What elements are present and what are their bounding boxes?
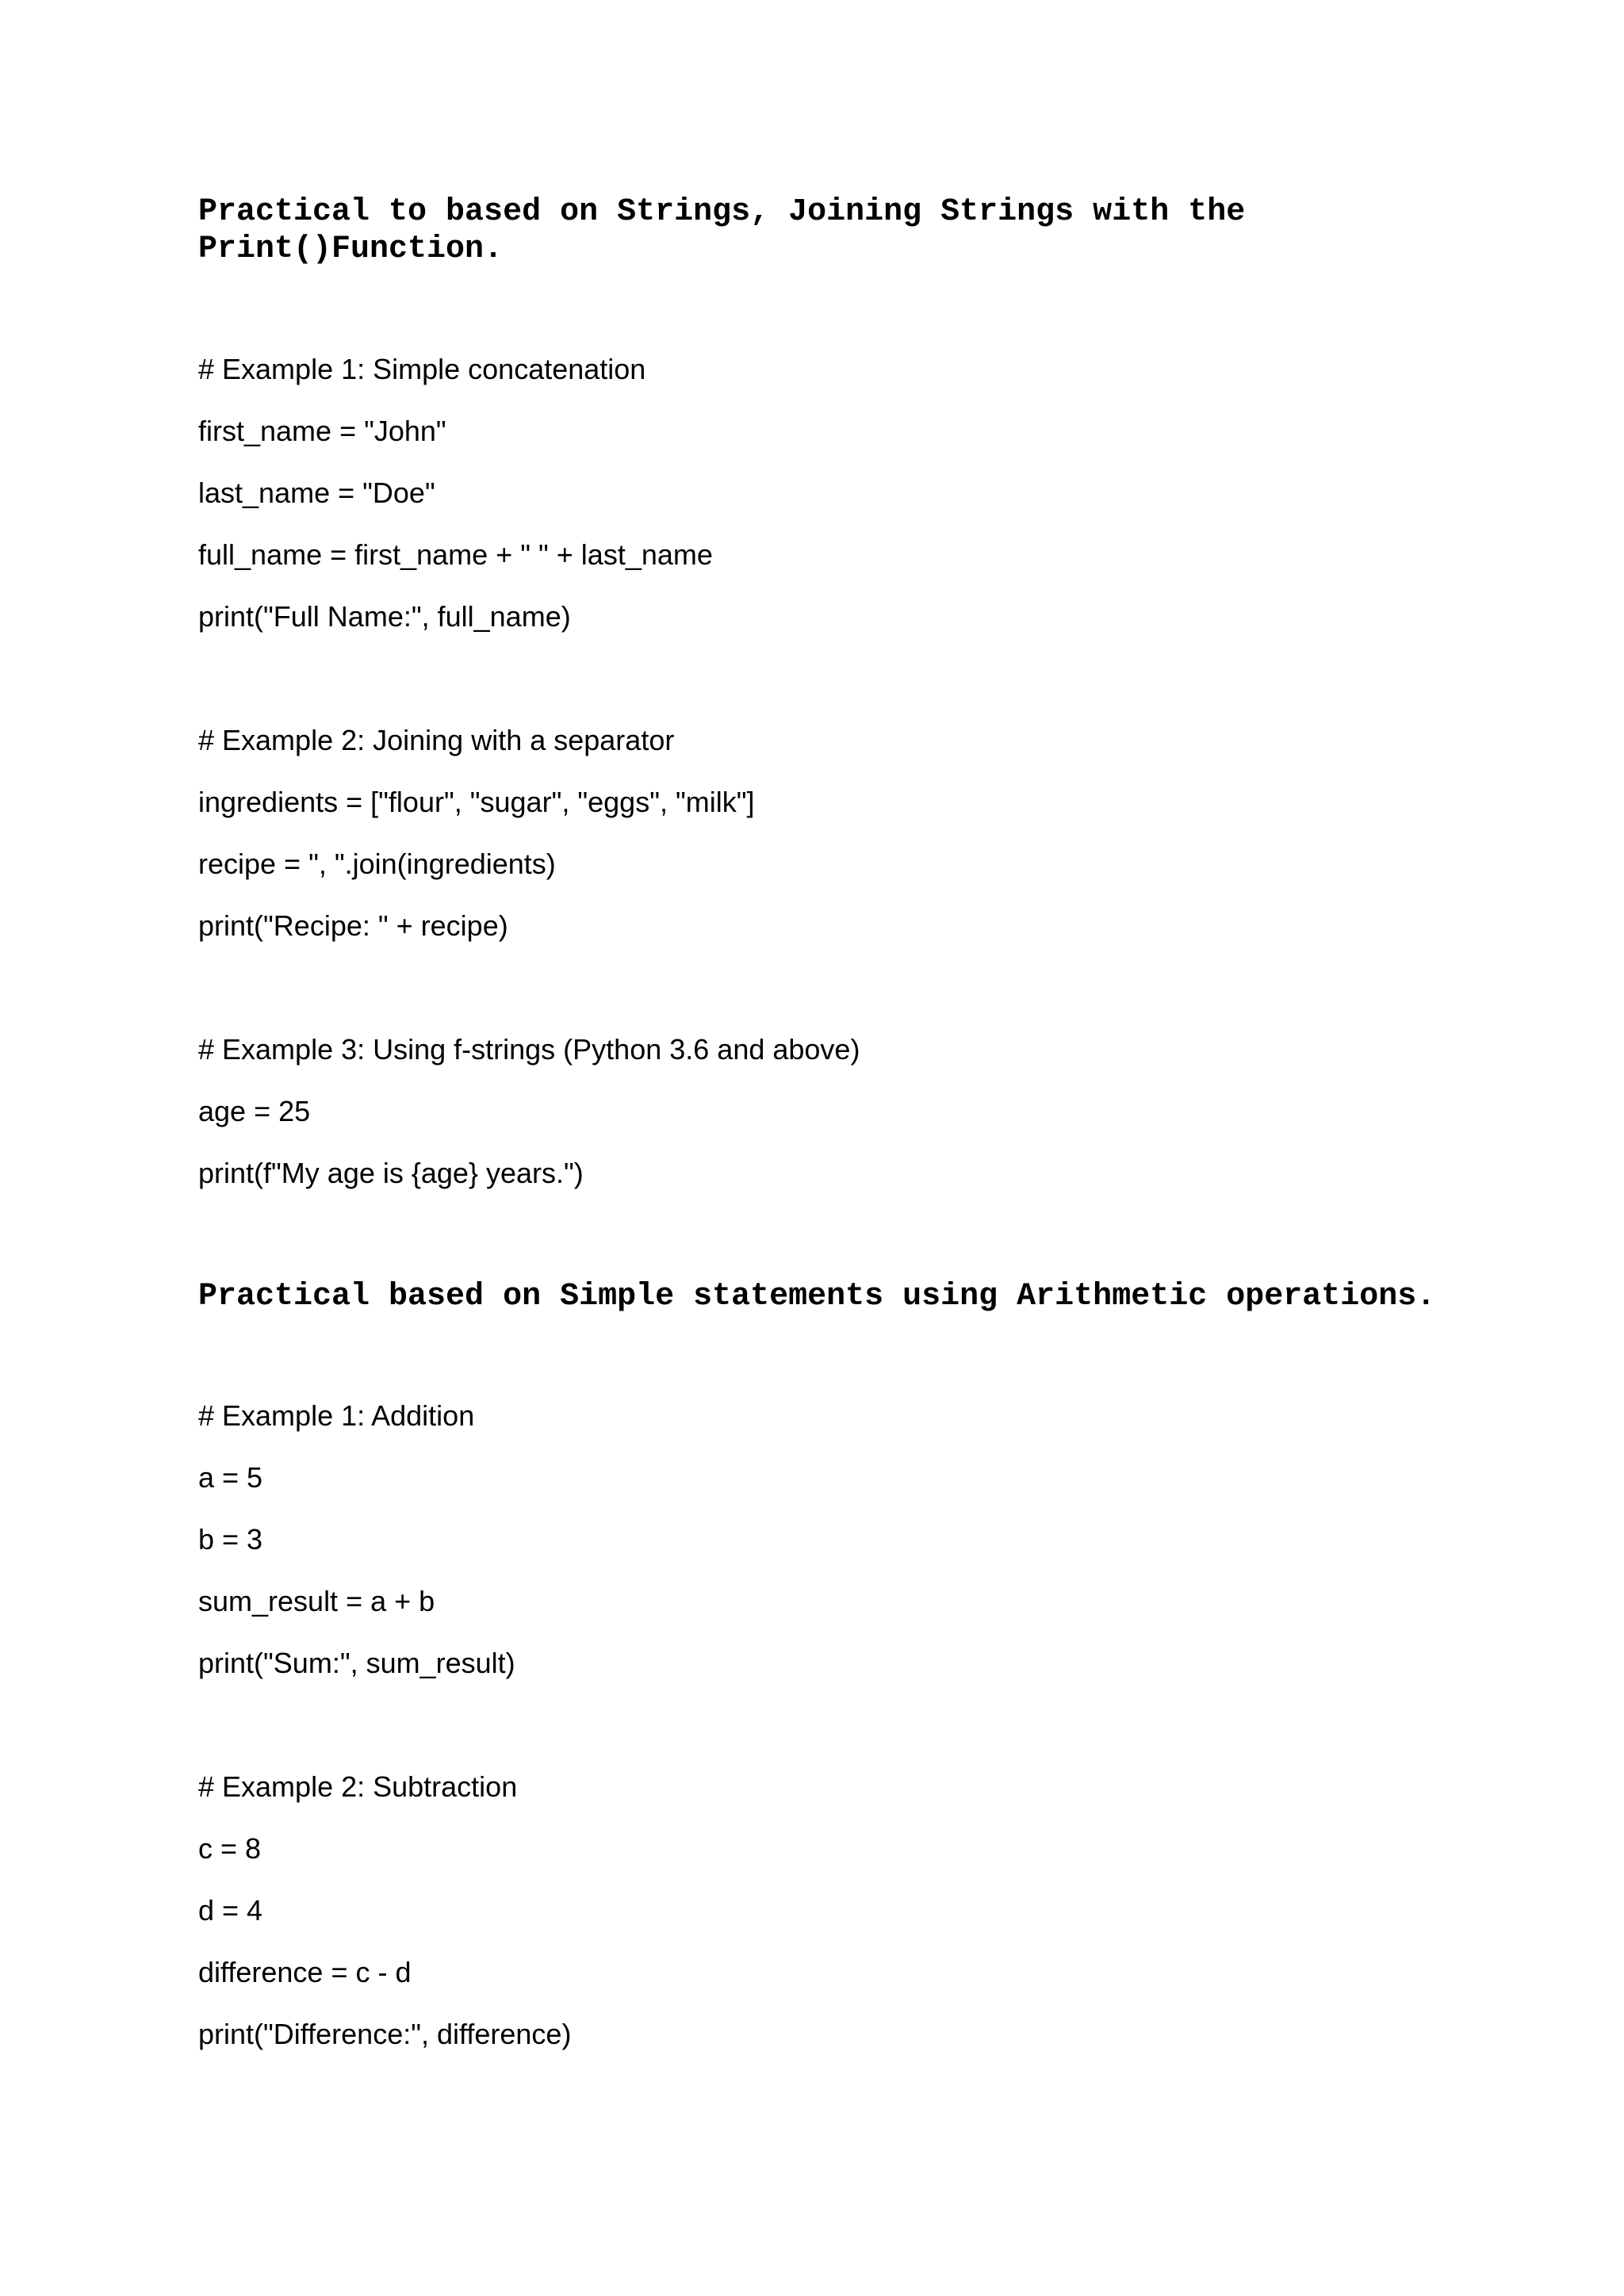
code-comment: # Example 2: Subtraction <box>198 1770 518 1803</box>
section2-heading: Practical based on Simple statements using Arithmetic operations. <box>198 1279 1436 1314</box>
code-line: sum_result = a + b <box>198 1585 435 1617</box>
code-line: ingredients = ["flour", "sugar", "eggs", "milk"] <box>198 786 755 818</box>
code-line: print("Full Name:", full_name) <box>198 600 571 633</box>
code-line: b = 3 <box>198 1523 263 1556</box>
code-comment: # Example 1: Addition <box>198 1399 475 1432</box>
code-comment: # Example 1: Simple concatenation <box>198 353 646 385</box>
code-line: print("Recipe: " + recipe) <box>198 909 508 942</box>
code-comment: # Example 2: Joining with a separator <box>198 724 675 756</box>
code-line: first_name = "John" <box>198 415 446 447</box>
code-line: print(f"My age is {age} years.") <box>198 1157 584 1189</box>
code-line: d = 4 <box>198 1894 263 1927</box>
code-line: age = 25 <box>198 1095 311 1127</box>
code-line: last_name = "Doe" <box>198 476 435 509</box>
section1-heading-line2: Print()Function. <box>198 232 504 267</box>
code-line: full_name = first_name + " " + last_name <box>198 538 713 571</box>
code-line: print("Difference:", difference) <box>198 2018 572 2050</box>
code-line: print("Sum:", sum_result) <box>198 1647 515 1679</box>
code-line: c = 8 <box>198 1832 262 1865</box>
code-line: difference = c - d <box>198 1956 412 1988</box>
code-comment: # Example 3: Using f-strings (Python 3.6 and above) <box>198 1033 860 1066</box>
section1-heading-line1: Practical to based on Strings, Joining Strings with the <box>198 194 1246 230</box>
code-line: recipe = ", ".join(ingredients) <box>198 848 556 880</box>
code-line: a = 5 <box>198 1461 263 1494</box>
